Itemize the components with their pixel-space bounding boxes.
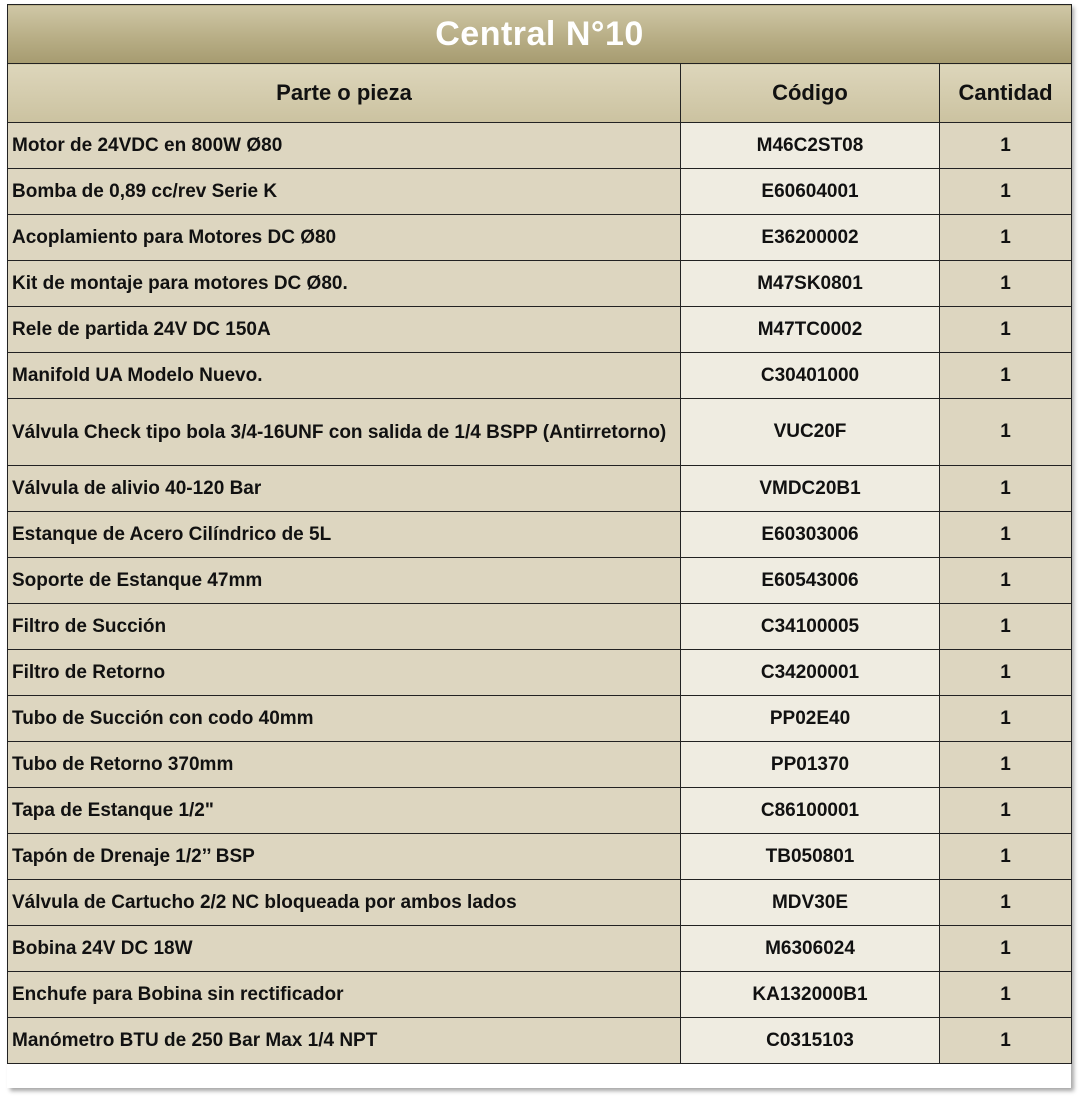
quantity-cell: 1 <box>940 926 1072 972</box>
table-row <box>8 1018 1072 1064</box>
parts-table <box>7 4 1072 1064</box>
quantity-cell: 1 <box>940 466 1072 512</box>
table-row <box>8 880 1072 926</box>
code-cell: MDV30E <box>681 880 940 926</box>
code-cell: M47TC0002 <box>681 307 940 353</box>
code-cell: C34100005 <box>681 604 940 650</box>
quantity-cell: 1 <box>940 512 1072 558</box>
quantity-cell: 1 <box>940 307 1072 353</box>
table-row <box>8 972 1072 1018</box>
quantity-cell: 1 <box>940 1018 1072 1064</box>
code-cell: C30401000 <box>681 353 940 399</box>
table-row <box>8 512 1072 558</box>
part-cell: Manómetro BTU de 250 Bar Max 1/4 NPT <box>8 1018 681 1064</box>
table-row <box>8 307 1072 353</box>
part-cell: Kit de montaje para motores DC Ø80. <box>8 261 681 307</box>
quantity-cell: 1 <box>940 972 1072 1018</box>
table-row <box>8 399 1072 466</box>
part-cell: Estanque de Acero Cilíndrico de 5L <box>8 512 681 558</box>
quantity-cell: 1 <box>940 261 1072 307</box>
code-cell: PP01370 <box>681 742 940 788</box>
column-header-code: Código <box>681 64 940 123</box>
code-cell: M6306024 <box>681 926 940 972</box>
column-header-quantity: Cantidad <box>940 64 1072 123</box>
parts-table-container <box>7 4 1071 1088</box>
code-cell: E60604001 <box>681 169 940 215</box>
part-cell: Válvula Check tipo bola 3/4-16UNF con salida de 1/4 BSPP (Antirretorno) <box>8 399 681 466</box>
part-cell: Manifold UA Modelo Nuevo. <box>8 353 681 399</box>
code-cell: C0315103 <box>681 1018 940 1064</box>
part-cell: Válvula de Cartucho 2/2 NC bloqueada por ambos lados <box>8 880 681 926</box>
quantity-cell: 1 <box>940 399 1072 466</box>
part-cell: Rele de partida 24V DC 150A <box>8 307 681 353</box>
quantity-cell: 1 <box>940 215 1072 261</box>
table-row <box>8 123 1072 169</box>
part-cell: Tubo de Succión con codo 40mm <box>8 696 681 742</box>
table-row <box>8 834 1072 880</box>
code-cell: C86100001 <box>681 788 940 834</box>
part-cell: Bomba de 0,89 cc/rev Serie K <box>8 169 681 215</box>
quantity-cell: 1 <box>940 558 1072 604</box>
part-cell: Filtro de Retorno <box>8 650 681 696</box>
part-cell: Válvula de alivio 40-120 Bar <box>8 466 681 512</box>
quantity-cell: 1 <box>940 604 1072 650</box>
code-cell: VMDC20B1 <box>681 466 940 512</box>
quantity-cell: 1 <box>940 880 1072 926</box>
table-row <box>8 215 1072 261</box>
table-title: Central N°10 <box>8 5 1072 64</box>
code-cell: TB050801 <box>681 834 940 880</box>
code-cell: KA132000B1 <box>681 972 940 1018</box>
part-cell: Motor de 24VDC en 800W Ø80 <box>8 123 681 169</box>
part-cell: Tapa de Estanque 1/2" <box>8 788 681 834</box>
quantity-cell: 1 <box>940 742 1072 788</box>
part-cell: Tapón de Drenaje 1/2’’ BSP <box>8 834 681 880</box>
part-cell: Filtro de Succión <box>8 604 681 650</box>
table-row <box>8 696 1072 742</box>
code-cell: VUC20F <box>681 399 940 466</box>
part-cell: Enchufe para Bobina sin rectificador <box>8 972 681 1018</box>
code-cell: M46C2ST08 <box>681 123 940 169</box>
quantity-cell: 1 <box>940 788 1072 834</box>
code-cell: E60543006 <box>681 558 940 604</box>
table-row <box>8 650 1072 696</box>
table-row <box>8 466 1072 512</box>
quantity-cell: 1 <box>940 650 1072 696</box>
table-row <box>8 353 1072 399</box>
quantity-cell: 1 <box>940 353 1072 399</box>
column-header-part: Parte o pieza <box>8 64 681 123</box>
code-cell: E60303006 <box>681 512 940 558</box>
part-cell: Soporte de Estanque 47mm <box>8 558 681 604</box>
table-row <box>8 742 1072 788</box>
quantity-cell: 1 <box>940 696 1072 742</box>
table-row <box>8 604 1072 650</box>
part-cell: Acoplamiento para Motores DC Ø80 <box>8 215 681 261</box>
code-cell: PP02E40 <box>681 696 940 742</box>
quantity-cell: 1 <box>940 834 1072 880</box>
code-cell: E36200002 <box>681 215 940 261</box>
quantity-cell: 1 <box>940 123 1072 169</box>
table-row <box>8 558 1072 604</box>
quantity-cell: 1 <box>940 169 1072 215</box>
table-row <box>8 926 1072 972</box>
part-cell: Bobina 24V DC 18W <box>8 926 681 972</box>
code-cell: M47SK0801 <box>681 261 940 307</box>
code-cell: C34200001 <box>681 650 940 696</box>
table-row <box>8 788 1072 834</box>
part-cell: Tubo de Retorno 370mm <box>8 742 681 788</box>
table-row <box>8 261 1072 307</box>
table-row <box>8 169 1072 215</box>
